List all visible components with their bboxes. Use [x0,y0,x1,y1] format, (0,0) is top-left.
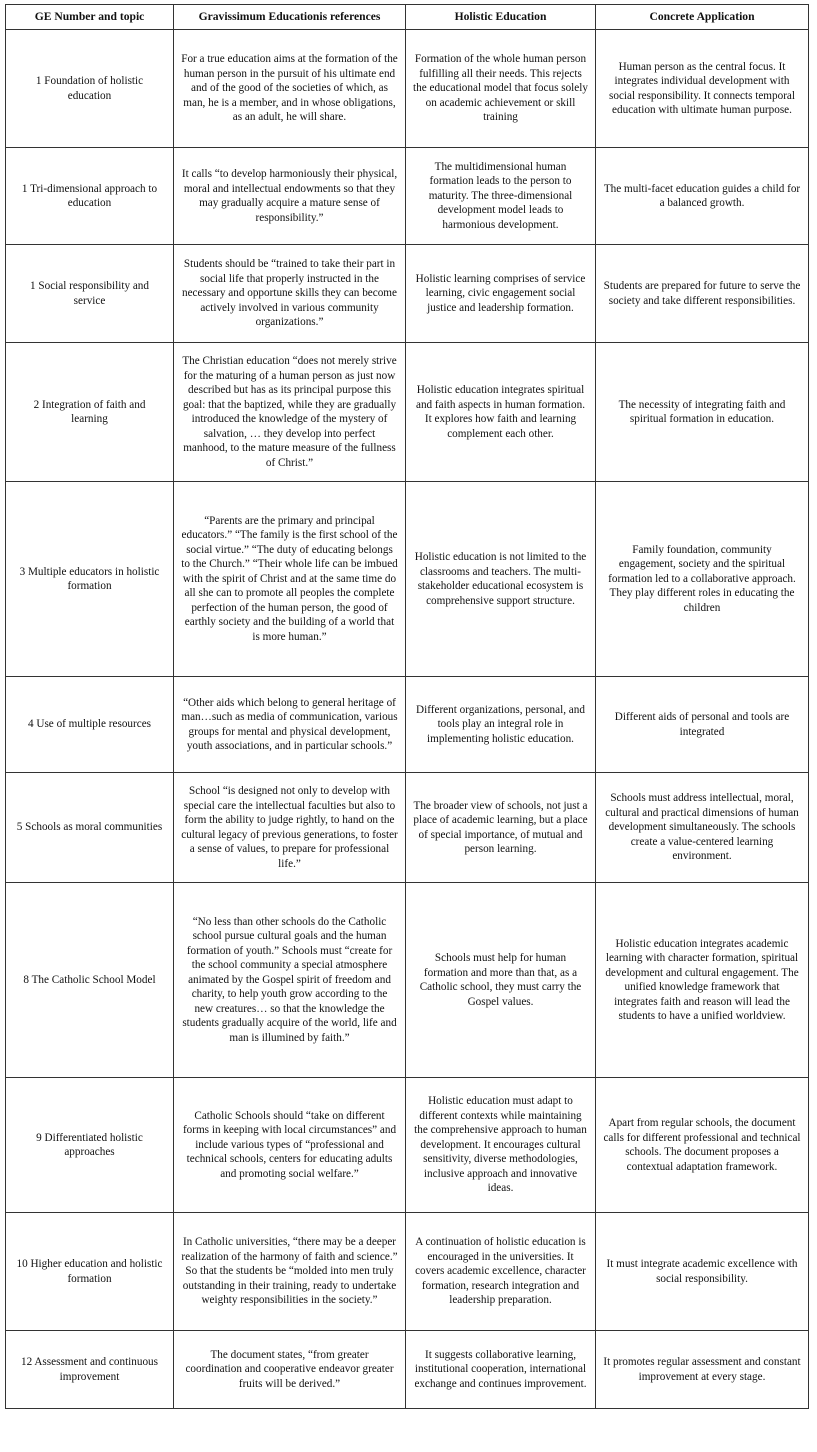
holistic-cell: It suggests collaborative learning, institutional cooperation, international exchange and continues improvement. [406,1331,596,1409]
topic-cell: 1 Social responsibility and service [6,245,174,343]
header-row [6,5,809,30]
table-row [6,245,809,343]
application-cell: Schools must address intellectual, moral, cultural and practical dimensions of human development simultaneously. The schools create a value-centered learning environment. [596,773,809,883]
table-row [6,482,809,677]
topic-cell: 9 Differentiated holistic approaches [6,1078,174,1213]
header-references: Gravissimum Educationis references [174,5,406,30]
table-container [5,4,809,1409]
table-row [6,1213,809,1331]
reference-cell: The document states, “from greater coordination and cooperative endeavor greater fruits will be derived.” [174,1331,406,1409]
table-row [6,1078,809,1213]
holistic-cell: The multidimensional human formation leads to the person to maturity. The three-dimensional development model leads to harmonious development. [406,148,596,245]
topic-cell: 8 The Catholic School Model [6,883,174,1078]
topic-cell: 10 Higher education and holistic formation [6,1213,174,1331]
reference-cell: Catholic Schools should “take on different forms in keeping with local circumstances” and include various types of “professional and technical schools, centers for educating adults and promoting social welfare.” [174,1078,406,1213]
holistic-cell: A continuation of holistic education is encouraged in the universities. It covers academic excellence, character formation, research integration and leadership preparation. [406,1213,596,1331]
application-cell: Apart from regular schools, the document calls for different professional and technical schools. The document proposes a contextual adaptation framework. [596,1078,809,1213]
reference-cell: The Christian education “does not merely strive for the maturing of a human person as just now described but has as its principal purpose this goal: that the baptized, while they are gradually introduced the knowledge of the mystery of salvation, … they develop into perfect manhood, to the mature measure of the fullness of Christ.” [174,343,406,482]
application-cell: It must integrate academic excellence with social responsibility. [596,1213,809,1331]
topic-cell: 4 Use of multiple resources [6,677,174,773]
reference-cell: Students should be “trained to take their part in social life that properly instructed in the necessary and opportune skills they can become actively involved in various community organizations.” [174,245,406,343]
application-cell: Students are prepared for future to serve the society and take different responsibilities. [596,245,809,343]
topic-cell: 12 Assessment and continuous improvement [6,1331,174,1409]
holistic-cell: Different organizations, personal, and tools play an integral role in implementing holistic education. [406,677,596,773]
table-row [6,1331,809,1409]
application-cell: Family foundation, community engagement, society and the spiritual formation led to a collaborative approach. They play different roles in educating the children [596,482,809,677]
application-cell: The necessity of integrating faith and spiritual formation in education. [596,343,809,482]
application-cell: It promotes regular assessment and constant improvement at every stage. [596,1331,809,1409]
table-row [6,773,809,883]
table-row [6,883,809,1078]
application-cell: Holistic education integrates academic learning with character formation, spiritual development and cultural engagement. The unified knowledge framework that integrates faith and reason will lead the students to have a unified worldview. [596,883,809,1078]
application-cell: Different aids of personal and tools are integrated [596,677,809,773]
header-holistic: Holistic Education [406,5,596,30]
table-row [6,148,809,245]
table-row [6,677,809,773]
table-row [6,30,809,148]
table-row [6,343,809,482]
holistic-cell: Schools must help for human formation and more than that, as a Catholic school, they must carry the Gospel values. [406,883,596,1078]
holistic-cell: Holistic education must adapt to different contexts while maintaining the comprehensive approach to human development. It encourages cultural sensitivity, diverse methodologies, inclusive approach and innovative ideas. [406,1078,596,1213]
header-topic: GE Number and topic [6,5,174,30]
reference-cell: For a true education aims at the formation of the human person in the pursuit of his ultimate end and of the good of the societies of which, as man, he is a member, and in whose obligations, as an adult, he will share. [174,30,406,148]
holistic-cell: Holistic learning comprises of service learning, civic engagement social justice and leadership formation. [406,245,596,343]
topic-cell: 3 Multiple educators in holistic formation [6,482,174,677]
topic-cell: 1 Tri-dimensional approach to education [6,148,174,245]
application-cell: The multi-facet education guides a child for a balanced growth. [596,148,809,245]
holistic-cell: Holistic education integrates spiritual and faith aspects in human formation. It explores how faith and learning complement each other. [406,343,596,482]
header-application: Concrete Application [596,5,809,30]
holistic-cell: Holistic education is not limited to the classrooms and teachers. The multi-stakeholder educational ecosystem is comprehensive support structure. [406,482,596,677]
reference-cell: “Other aids which belong to general heritage of man…such as media of communication, various groups for mental and physical development, youth associations, and in particular schools.” [174,677,406,773]
topic-cell: 1 Foundation of holistic education [6,30,174,148]
application-cell: Human person as the central focus. It integrates individual development with social responsibility. It connects temporal education with ultimate human purpose. [596,30,809,148]
holistic-cell: The broader view of schools, not just a place of academic learning, but a place of special importance, of mutual and person learning. [406,773,596,883]
reference-cell: “Parents are the primary and principal educators.” “The family is the first school of the social virtue.” “The duty of educating belongs to the Church.” “Their whole life can be imbued with the spirit of Christ and at the same time do all she can to promote all peoples the complete perfection of the human person, the good of earthly society and the building of a world that is more human.” [174,482,406,677]
reference-cell: It calls “to develop harmoniously their physical, moral and intellectual endowments so that they may gradually acquire a mature sense of responsibility.” [174,148,406,245]
topic-cell: 5 Schools as moral communities [6,773,174,883]
reference-cell: In Catholic universities, “there may be a deeper realization of the harmony of faith and science.” So that the students be “molded into men truly outstanding in their training, ready to undertake weighty responsibilities in the society.” [174,1213,406,1331]
ge-holistic-education-table [5,4,809,1409]
reference-cell: “No less than other schools do the Catholic school pursue cultural goals and the human formation of youth.” Schools must “create for the school community a special atmosphere animated by the Gospel spirit of freedom and charity, to help youth grow according to the new creatures… so that the knowledge the students gradually acquire of the world, life and man is illumined by faith.” [174,883,406,1078]
holistic-cell: Formation of the whole human person fulfilling all their needs. This rejects the educational model that focus solely on academic achievement or skill training [406,30,596,148]
topic-cell: 2 Integration of faith and learning [6,343,174,482]
reference-cell: School “is designed not only to develop with special care the intellectual faculties but also to form the ability to judge rightly, to hand on the cultural legacy of previous generations, to foster a sense of values, to prepare for professional life.” [174,773,406,883]
